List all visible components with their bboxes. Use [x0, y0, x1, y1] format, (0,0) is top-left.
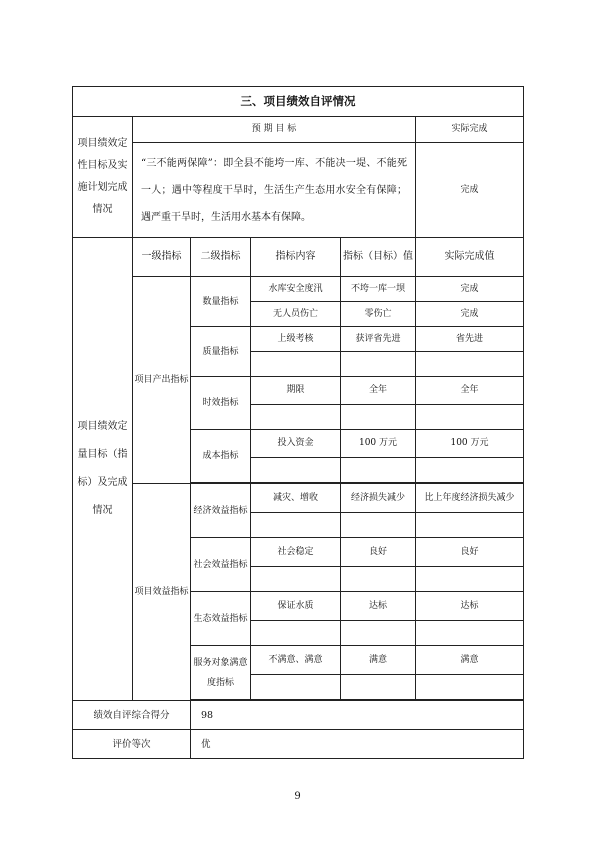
empty-cell	[416, 352, 524, 377]
indicator-target: 100 万元	[341, 430, 416, 458]
indicator-target: 达标	[341, 592, 416, 621]
indicator-content: 水库安全度汛	[251, 277, 341, 302]
quantity-indicator-label: 数量指标	[191, 277, 251, 327]
empty-cell	[341, 621, 416, 646]
score-label: 绩效自评综合得分	[73, 701, 191, 730]
empty-cell	[341, 675, 416, 700]
indicator-content: 不满意、满意	[251, 646, 341, 675]
empty-cell	[251, 567, 341, 592]
empty-cell	[416, 567, 524, 592]
expected-goal-text: “三不能两保障”：即全县不能垮一库、不能决一堤、不能死一人；遇中等程度干旱时，生活生产生态用水安全有保障；遇严重干旱时，生活用水基本有保障。	[133, 143, 416, 238]
empty-cell	[341, 405, 416, 430]
social-indicator-label: 社会效益指标	[191, 538, 251, 592]
indicator-target: 获评省先进	[341, 327, 416, 352]
benefit-indicator-label: 项目效益指标	[133, 484, 191, 701]
indicator-target: 良好	[341, 538, 416, 567]
quality-indicator-label: 质量指标	[191, 327, 251, 377]
output-indicator-label: 项目产出指标	[133, 277, 191, 484]
empty-cell	[341, 352, 416, 377]
indicator-content: 无人员伤亡	[251, 302, 341, 327]
empty-cell	[251, 513, 341, 538]
level2-header: 二级指标	[191, 238, 251, 277]
section-title: 三、项目绩效自评情况	[73, 87, 524, 117]
indicator-content: 保证水质	[251, 592, 341, 621]
indicator-actual: 省先进	[416, 327, 524, 352]
economic-indicator-label: 经济效益指标	[191, 484, 251, 538]
content-header: 指标内容	[251, 238, 341, 277]
page-number: 9	[294, 791, 301, 802]
indicator-actual: 全年	[416, 377, 524, 405]
indicator-target: 零伤亡	[341, 302, 416, 327]
empty-cell	[416, 405, 524, 430]
actual-completion-header: 实际完成	[416, 117, 524, 143]
indicator-target: 不垮一库一坝	[341, 277, 416, 302]
level1-header: 一级指标	[133, 238, 191, 277]
performance-table	[72, 86, 524, 759]
grade-value: 优	[191, 730, 524, 759]
indicator-content: 投入资金	[251, 430, 341, 458]
indicator-actual: 达标	[416, 592, 524, 621]
grade-label: 评价等次	[73, 730, 191, 759]
indicator-content: 减灾、增收	[251, 484, 341, 513]
indicator-actual: 满意	[416, 646, 524, 675]
actual-completion-text: 完成	[416, 143, 524, 238]
indicator-actual: 比上年度经济损失减少	[416, 484, 524, 513]
actual-value-header: 实际完成值	[416, 238, 524, 277]
empty-cell	[251, 675, 341, 700]
empty-cell	[251, 352, 341, 377]
qualitative-label: 项目绩效定性目标及实施计划完成情况	[73, 117, 133, 238]
cost-indicator-label: 成本指标	[191, 430, 251, 483]
empty-cell	[341, 513, 416, 538]
ecological-indicator-label: 生态效益指标	[191, 592, 251, 646]
empty-cell	[416, 621, 524, 646]
empty-cell	[251, 458, 341, 483]
indicator-actual: 完成	[416, 277, 524, 302]
quantitative-label: 项目绩效定量目标（指标）及完成情况	[73, 238, 133, 701]
indicator-actual: 良好	[416, 538, 524, 567]
indicator-target: 经济损失减少	[341, 484, 416, 513]
timeliness-indicator-label: 时效指标	[191, 377, 251, 430]
empty-cell	[341, 567, 416, 592]
empty-cell	[416, 675, 524, 700]
indicator-target: 全年	[341, 377, 416, 405]
score-value: 98	[191, 701, 524, 730]
expected-goal-header: 预 期 目 标	[133, 117, 416, 143]
indicator-content: 上级考核	[251, 327, 341, 352]
target-header: 指标（目标）值	[341, 238, 416, 277]
empty-cell	[251, 621, 341, 646]
satisfaction-indicator-label: 服务对象满意度指标	[191, 646, 251, 700]
empty-cell	[416, 458, 524, 483]
indicator-target: 满意	[341, 646, 416, 675]
indicator-actual: 100 万元	[416, 430, 524, 458]
indicator-content: 期限	[251, 377, 341, 405]
indicator-actual: 完成	[416, 302, 524, 327]
empty-cell	[416, 513, 524, 538]
empty-cell	[341, 458, 416, 483]
empty-cell	[251, 405, 341, 430]
indicator-content: 社会稳定	[251, 538, 341, 567]
